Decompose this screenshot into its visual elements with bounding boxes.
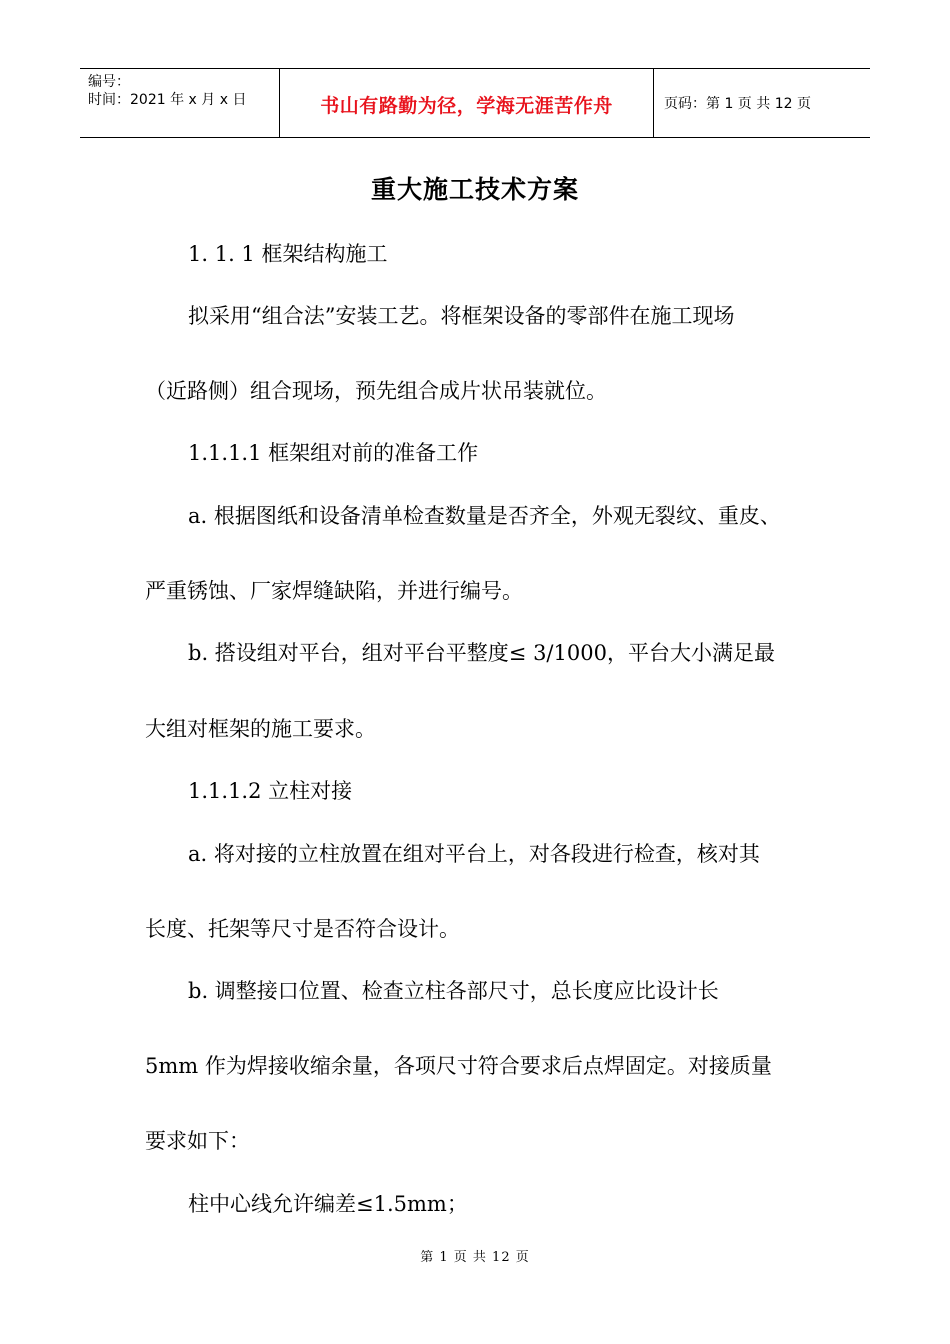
paragraph-line: 严重锈蚀、厂家焊缝缺陷，并进行编号。 <box>145 579 523 603</box>
document-title: 重大施工技术方案 <box>370 175 579 204</box>
paragraph-line: （近路侧）组合现场，预先组合成片状吊装就位。 <box>145 379 607 403</box>
header-time-label: 时间：2021 年 x 月 x 日 <box>88 92 247 108</box>
header-number-label: 编号： <box>88 74 130 90</box>
header-page-code: 页码：第 1 页 共 12 页 <box>664 96 811 112</box>
section-heading: 1. 1. 1 框架结构施工 <box>188 242 388 266</box>
header-slogan: 书山有路勤为径，学海无涯苦作舟 <box>280 69 654 137</box>
subsection-heading: 1.1.1.2 立柱对接 <box>188 779 353 803</box>
subsection-heading: 1.1.1.1 框架组对前的准备工作 <box>188 441 479 465</box>
page-footer: 第 1 页 共 12 页 <box>420 1250 530 1265</box>
paragraph-line: b. 调整接口位置、检查立柱各部尺寸，总长度应比设计长 <box>188 979 719 1003</box>
paragraph-line: a. 将对接的立柱放置在组对平台上，对各段进行检查，核对其 <box>188 842 760 866</box>
document-header <box>80 68 870 138</box>
paragraph-line: 5mm 作为焊接收缩余量，各项尺寸符合要求后点焊固定。对接质量 <box>145 1054 772 1078</box>
paragraph-line: 柱中心线允许编差≤1.5mm； <box>188 1192 468 1216</box>
paragraph-line: 要求如下： <box>145 1129 250 1153</box>
paragraph-line: 长度、托架等尺寸是否符合设计。 <box>145 917 460 941</box>
header-meta <box>80 69 280 137</box>
paragraph-line: a. 根据图纸和设备清单检查数量是否齐全，外观无裂纹、重皮、 <box>188 504 781 528</box>
paragraph-line: b. 搭设组对平台，组对平台平整度≤ 3/1000，平台大小满足最 <box>188 641 775 665</box>
paragraph-line: 大组对框架的施工要求。 <box>145 717 376 741</box>
paragraph-line: 拟采用“组合法”安装工艺。将框架设备的零部件在施工现场 <box>188 304 735 328</box>
